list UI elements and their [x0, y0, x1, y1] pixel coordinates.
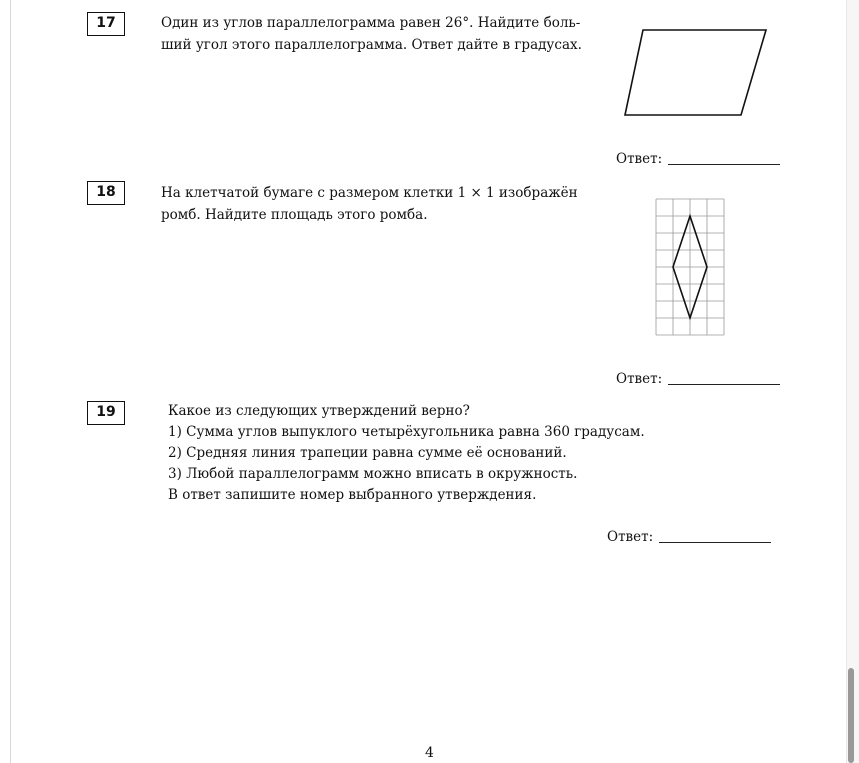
task-18-answer-line[interactable]	[668, 384, 780, 385]
task-18-line-1: На клетчатой бумаге с размером клетки 1 × 1 изображён	[161, 185, 578, 201]
task-19-text	[168, 401, 645, 506]
task-19-answer-line[interactable]	[659, 542, 771, 543]
parallelogram-figure	[620, 26, 772, 120]
task-18-text	[161, 182, 578, 226]
page-left-edge	[10, 0, 11, 763]
task-17-answer-line[interactable]	[668, 164, 780, 165]
task-17-line-2: ший угол этого параллелограмма. Ответ дайте в градусах.	[161, 37, 582, 53]
parallelogram-shape	[625, 30, 766, 115]
task-19-answer	[607, 528, 771, 546]
rhombus-grid-figure	[655, 198, 727, 338]
page-number: 4	[425, 745, 434, 761]
task-19-instruction: В ответ запишите номер выбранного утверждения.	[168, 487, 537, 503]
task-17-text	[161, 12, 582, 56]
task-17-number-box: 17	[87, 12, 125, 36]
task-19-number-box: 19	[87, 401, 125, 425]
grid-lines	[656, 199, 724, 335]
task-17-line-1: Один из углов параллелограмма равен 26°. Найдите боль-	[161, 15, 581, 31]
task-18-line-2: ромб. Найдите площадь этого ромба.	[161, 207, 428, 223]
task-17-answer	[616, 150, 780, 168]
task-18-answer	[616, 370, 780, 388]
task-18-number-box: 18	[87, 181, 125, 205]
task-19-question: Какое из следующих утверждений верно?	[168, 403, 470, 419]
task-19-statement-1: 1) Сумма углов выпуклого четырёхугольника равна 360 градусам.	[168, 424, 645, 440]
task-19-statement-3: 3) Любой параллелограмм можно вписать в окружность.	[168, 466, 578, 482]
task-19-statement-2: 2) Средняя линия трапеции равна сумме её оснований.	[168, 445, 567, 461]
scrollbar-track[interactable]	[846, 0, 859, 763]
task-17-answer-label: Ответ:	[616, 151, 663, 167]
task-19-answer-label: Ответ:	[607, 529, 654, 545]
task-18-answer-label: Ответ:	[616, 371, 663, 387]
scrollbar-thumb[interactable]	[848, 668, 854, 763]
